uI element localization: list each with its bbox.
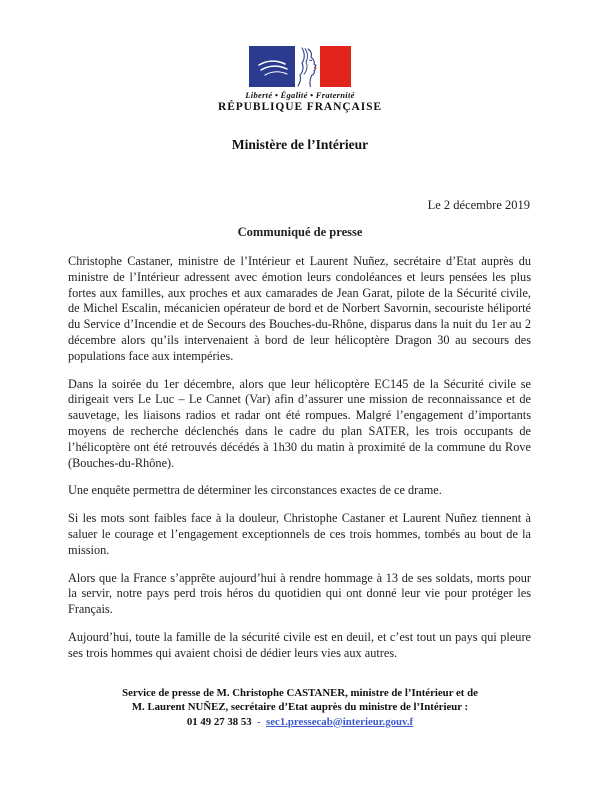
press-contact-line-1: Service de presse de M. Christophe CASTANER, ministre de l’Intérieur et de (122, 686, 478, 699)
press-email-link[interactable]: sec1.pressecab@interieur.gouv.f (266, 715, 414, 728)
body-paragraph-5: Alors que la France s’apprête aujourd’hui à rendre hommage à 13 de ses soldats, morts pour la servir, notre pays perd trois héros du quotidien qui ont donné leur vie pour protéger les Français. (68, 570, 531, 617)
press-phone-number: 01 49 27 38 53 (186, 715, 252, 728)
body-paragraph-6: Aujourd’hui, toute la famille de la sécurité civile est en deuil, et c’est tout un pays qui pleure ses trois hommes qui avaient choisi de dédier leurs vies aux autres. (68, 629, 531, 660)
document-date: Le 2 décembre 2019 (427, 198, 530, 212)
ministry-title: Ministère de l’Intérieur (231, 137, 369, 152)
body-paragraph-2: Dans la soirée du 1er décembre, alors que leur hélicoptère EC145 de la Sécurité civile se dirigeait vers Le Luc – Le Cannet (Var) afin d’assurer une mission de reconnaissance et de sauvetage, les liaisons radios et radar ont été rompues. Malgré l’engagement d’importants moyens de recherche déclenchés dans le cadre du plan SATER, les trois occupants de l’hélicoptère ont été retrouvés décédés à 1h30 du matin à proximité de la commune du Rove (Bouches-du-Rhône). (68, 376, 531, 470)
press-contact-line-3 (0, 715, 600, 730)
body-paragraph-3: Une enquête permettra de déterminer les circonstances exactes de ce drame. (68, 483, 442, 498)
press-release-heading: Communiqué de presse (237, 225, 363, 239)
republique-francaise-logo (0, 46, 600, 113)
logo-motto: Liberté • Égalité • Fraternité (245, 90, 355, 100)
marianne-flag-icon (249, 46, 351, 87)
phone-email-separator: - (254, 715, 264, 728)
press-contact-line-2: M. Laurent NUÑEZ, secrétaire d’Etat auprès du ministre de l’Intérieur : (131, 701, 469, 714)
body-paragraph-1: Christophe Castaner, ministre de l’Intérieur et Laurent Nuñez, secrétaire d’Etat auprès du ministre de l’Intérieur adressent avec émotion leurs condoléances et leurs pensées les plus fortes aux familles, aux proches et aux camarades de Jean Garat, pilote de la Sécurité civile, de Michel Escalin, mécanicien opérateur de bord et de Norbert Savornin, secouriste héliporté du Service d’Incendie et de Secours des Bouches-du-Rhône, disparus dans la nuit du 1er au 2 décembre alors qu’ils intervenaient à bord de leur hélicoptère Dragon 30 au secours des populations face aux intempéries. (68, 254, 531, 363)
document-body (68, 254, 531, 662)
logo-republic-name: RÉPUBLIQUE FRANÇAISE (217, 101, 382, 113)
press-contact-block (0, 686, 600, 730)
body-paragraph-4: Si les mots sont faibles face à la douleur, Christophe Castaner et Laurent Nuñez tiennent à saluer le courage et l’engagement exceptionnels de ces trois hommes, tombés au bout de la mission. (68, 511, 531, 557)
